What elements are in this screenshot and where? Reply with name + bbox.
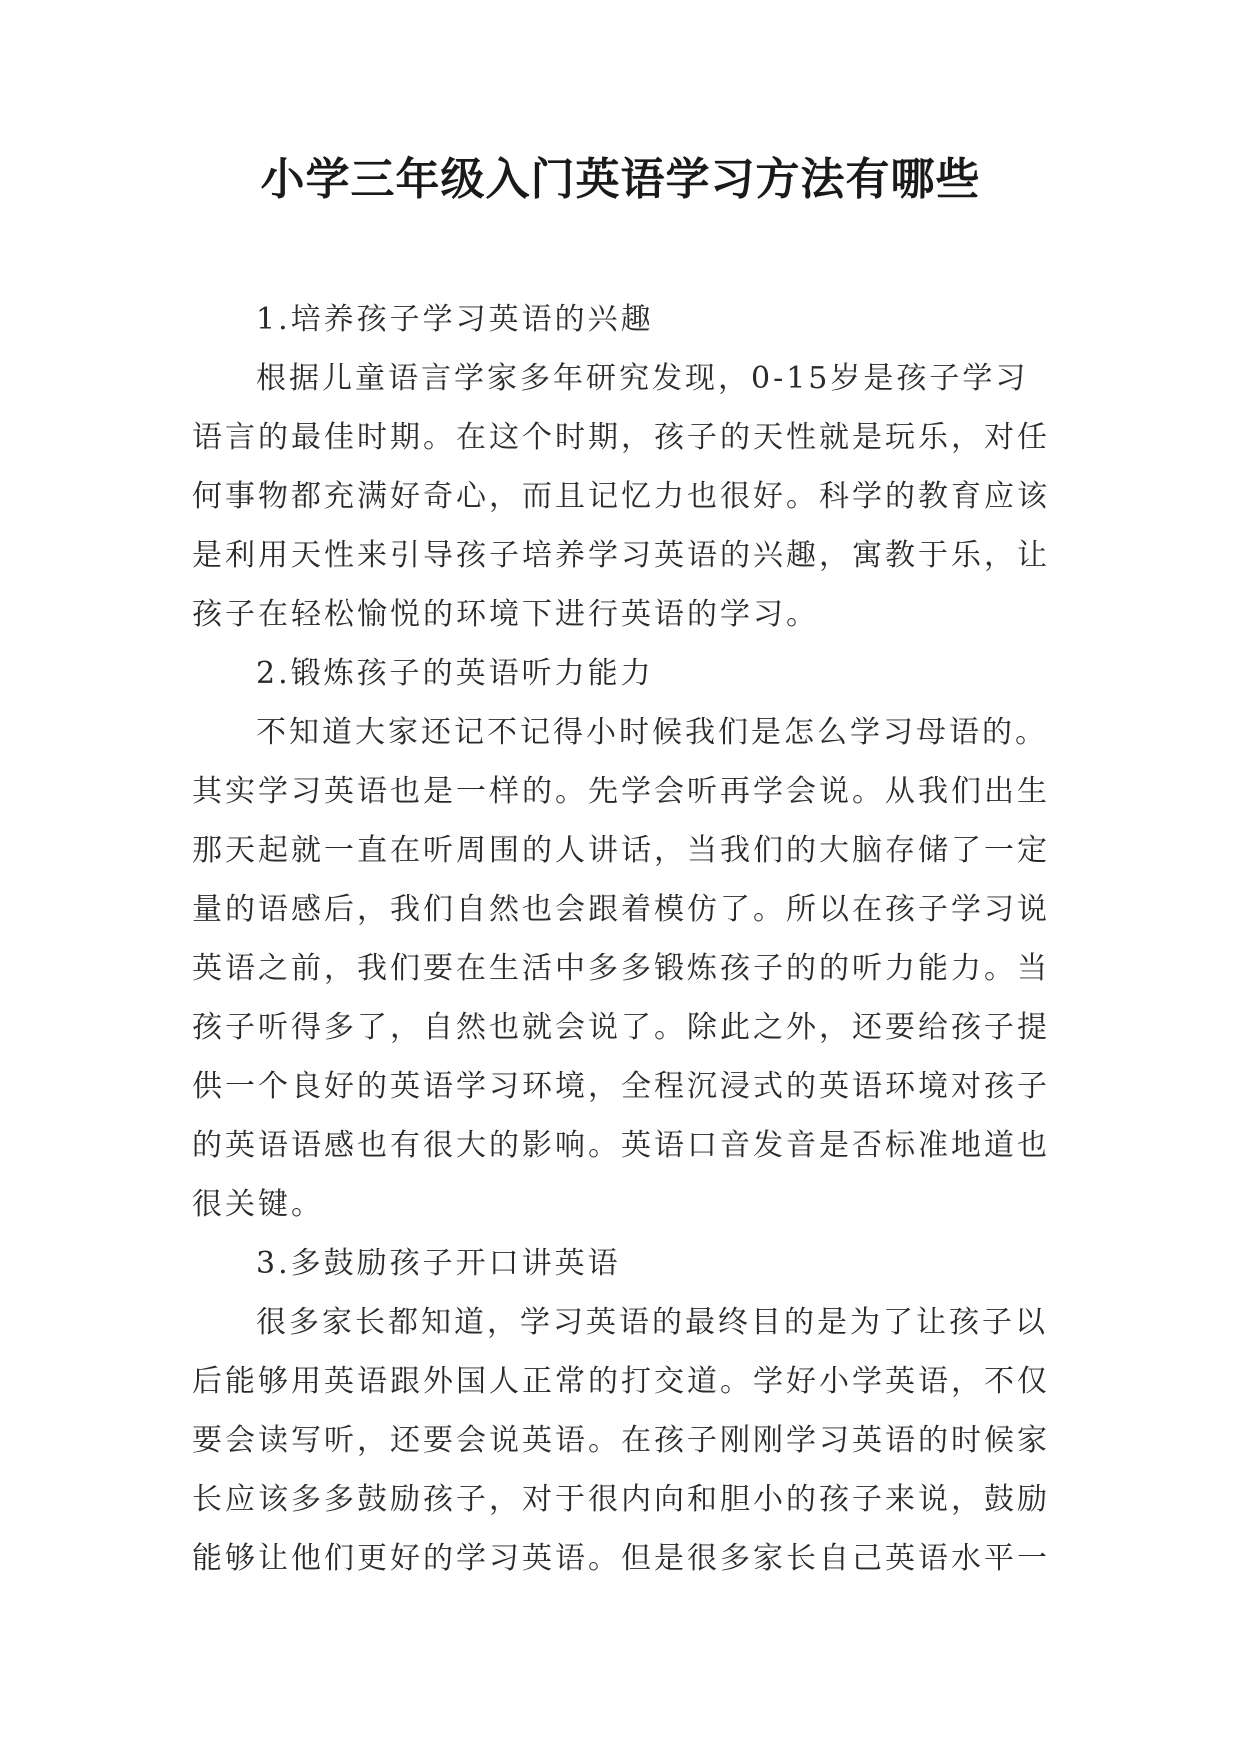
section-heading-3: 3.多鼓励孩子开口讲英语 bbox=[256, 1246, 621, 1281]
section-heading-2: 2.锻炼孩子的英语听力能力 bbox=[256, 656, 654, 691]
section-paragraph-1: 根据儿童语言学家多年研究发现，0-15岁是孩子学习语言的最佳时期。在这个时期，孩子的天性就是玩乐，对任何事物都充满好奇心，而且记忆力也很好。科学的教育应该是利用天性来引导孩子培养学习英语的兴趣，寓教于乐，让孩子在轻松愉悦的环境下进行英语的学习。 bbox=[192, 361, 1050, 632]
document-title: 小学三年级入门英语学习方法有哪些 bbox=[260, 154, 981, 205]
document-body bbox=[192, 290, 1054, 1588]
section-heading-1: 1.培养孩子学习英语的兴趣 bbox=[256, 302, 654, 337]
section-paragraph-3: 很多家长都知道，学习英语的最终目的是为了让孩子以后能够用英语跟外国人正常的打交道。学好小学英语，不仅要会读写听，还要会说英语。在孩子刚刚学习英语的时候家长应该多多鼓励孩子，对于很内向和胆小的孩子来说，鼓励能够让他们更好的学习英语。但是很多家长自己英语水平一 bbox=[192, 1305, 1050, 1576]
section-paragraph-2: 不知道大家还记不记得小时候我们是怎么学习母语的。其实学习英语也是一样的。先学会听再学会说。从我们出生那天起就一直在听周围的人讲话，当我们的大脑存储了一定量的语感后，我们自然也会跟着模仿了。所以在孩子学习说英语之前，我们要在生活中多多锻炼孩子的的听力能力。当孩子听得多了，自然也就会说了。除此之外，还要给孩子提供一个良好的英语学习环境，全程沉浸式的英语环境对孩子的英语语感也有很大的影响。英语口音发音是否标准地道也很关键。 bbox=[192, 715, 1050, 1222]
